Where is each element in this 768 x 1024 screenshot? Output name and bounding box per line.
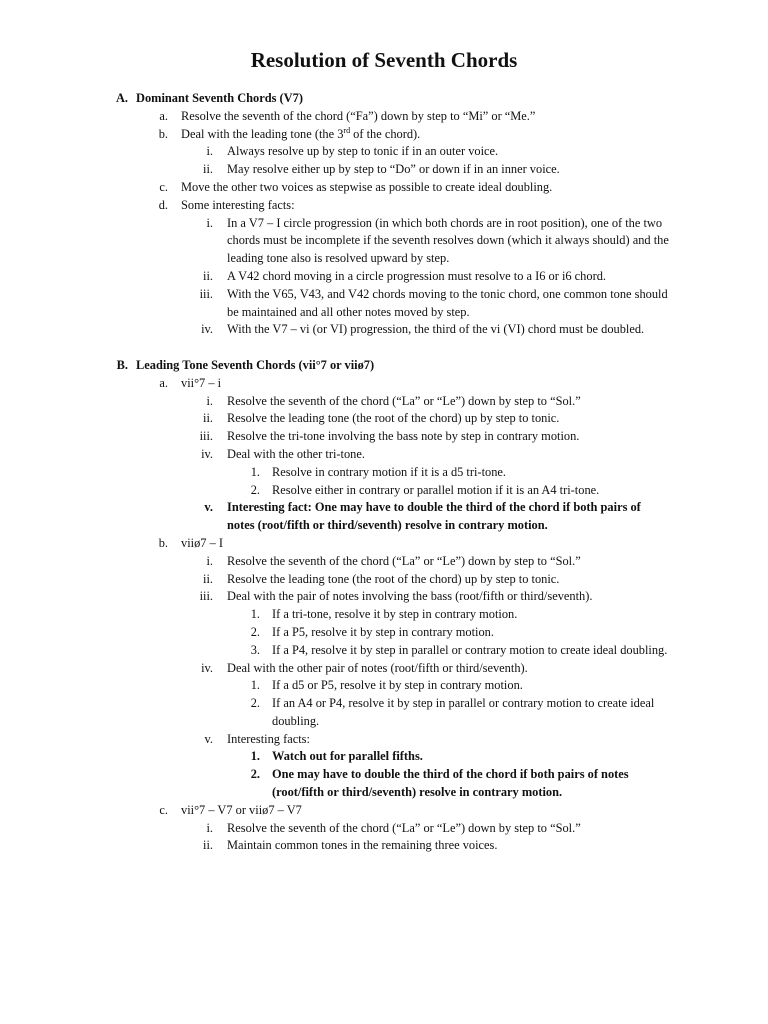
- item-marker: i.: [206, 553, 213, 568]
- item-text: Some interesting facts:: [181, 197, 295, 212]
- sub-item: [0, 286, 768, 322]
- item-text: Resolve the seventh of the chord (“Fa”) down by step to “Mi” or “Me.”: [181, 108, 536, 123]
- sub-sub-item: [0, 642, 768, 660]
- item-marker: iv.: [201, 660, 213, 675]
- item-marker: v.: [204, 731, 213, 746]
- item-marker: 2.: [250, 482, 260, 497]
- item-marker: ii.: [203, 411, 213, 426]
- list-item: [0, 535, 768, 553]
- sub-item: [0, 143, 768, 161]
- item-marker: 1.: [250, 464, 260, 479]
- item-text: Dominant Seventh Chords (V7): [136, 91, 303, 105]
- item-text: Resolve the seventh of the chord (“La” or “Le”) down by step to “Sol.”: [227, 393, 581, 408]
- item-marker: a.: [159, 108, 168, 123]
- item-marker: iii.: [199, 429, 213, 444]
- item-marker: 1.: [250, 678, 260, 693]
- item-text: If an A4 or P4, resolve it by step in parallel or contrary motion to create ideal doubling.: [272, 696, 655, 728]
- sub-item: [0, 660, 768, 678]
- item-marker: b.: [158, 126, 168, 141]
- sub-item: [0, 321, 768, 339]
- item-text: One may have to double the third of the chord if both pairs of notes (root/fifth or third/seventh) resolve in contrary motion.: [272, 767, 629, 800]
- item-text: Resolve the tri-tone involving the bass note by step in contrary motion.: [227, 429, 580, 444]
- item-marker: iii.: [199, 589, 213, 604]
- item-marker: iii.: [199, 286, 213, 301]
- sub-sub-item: [0, 766, 768, 802]
- item-marker: ii.: [203, 838, 213, 853]
- item-marker: 2.: [250, 696, 260, 711]
- item-marker: c.: [159, 802, 168, 817]
- item-marker: B.: [116, 357, 128, 372]
- sub-item: [0, 268, 768, 286]
- item-marker: c.: [159, 179, 168, 194]
- item-marker: 1.: [250, 607, 260, 622]
- sub-item: [0, 215, 768, 268]
- item-text-start: Deal with the leading tone (the 3: [181, 126, 344, 141]
- item-marker: 3.: [250, 642, 260, 657]
- item-text: If a P4, resolve it by step in parallel or contrary motion to create ideal doubling.: [272, 642, 668, 657]
- item-text: vii°7 – i: [181, 375, 222, 390]
- item-text: Deal with the pair of notes involving the bass (root/fifth or third/seventh).: [227, 589, 593, 604]
- item-text: Resolve the seventh of the chord (“La” or “Le”) down by step to “Sol.”: [227, 820, 581, 835]
- sub-item: [0, 588, 768, 606]
- item-text: Deal with the other pair of notes (root/fifth or third/seventh).: [227, 660, 528, 675]
- item-marker: A.: [115, 91, 128, 105]
- item-text: If a P5, resolve it by step in contrary motion.: [272, 624, 494, 639]
- item-marker: 1.: [250, 749, 260, 764]
- item-text: If a d5 or P5, resolve it by step in contrary motion.: [272, 678, 523, 693]
- item-text: A V42 chord moving in a circle progression must resolve to a I6 or i6 chord.: [227, 268, 606, 283]
- sub-sub-item: [0, 748, 768, 766]
- list-item: [0, 197, 768, 215]
- item-marker: iv.: [201, 322, 213, 337]
- sub-sub-item: [0, 606, 768, 624]
- list-item: [0, 108, 768, 126]
- item-text: Interesting fact: One may have to double the third of the chord if both pairs of notes (root/fifth or third/seventh) resolve in contrary motion.: [227, 500, 641, 533]
- section-heading: [0, 90, 768, 108]
- ordinal-suffix: rd: [343, 125, 351, 135]
- sub-sub-item: [0, 482, 768, 500]
- item-marker: a.: [159, 375, 168, 390]
- item-marker: i.: [206, 144, 213, 159]
- item-text: Resolve in contrary motion if it is a d5 tri-tone.: [272, 464, 507, 479]
- item-marker: ii.: [203, 162, 213, 177]
- item-text: In a V7 – I circle progression (in which both chords are in root position), one of the two chords must be incomplete if the seventh resolves down (which it always should) and the leading tone also is resolved upward by step.: [227, 215, 669, 266]
- item-marker: ii.: [203, 571, 213, 586]
- list-item: [0, 375, 768, 393]
- item-text: viiø7 – I: [181, 535, 223, 550]
- item-marker: 2.: [250, 624, 260, 639]
- sub-item: [0, 410, 768, 428]
- sub-sub-item: [0, 695, 768, 731]
- item-text: Maintain common tones in the remaining three voices.: [227, 838, 498, 853]
- item-marker: ii.: [203, 268, 213, 283]
- sub-item: [0, 553, 768, 571]
- list-item: [0, 179, 768, 197]
- item-marker: i.: [206, 215, 213, 230]
- item-marker: i.: [206, 820, 213, 835]
- section-heading: [0, 357, 768, 375]
- item-text: Resolve either in contrary or parallel motion if it is an A4 tri-tone.: [272, 482, 600, 497]
- sub-sub-item: [0, 624, 768, 642]
- item-marker: v.: [204, 500, 213, 515]
- item-text: If a tri-tone, resolve it by step in contrary motion.: [272, 607, 518, 622]
- item-text: Leading Tone Seventh Chords (vii°7 or viiø7): [136, 357, 375, 372]
- item-text: Move the other two voices as stepwise as possible to create ideal doubling.: [181, 179, 553, 194]
- item-marker: i.: [206, 393, 213, 408]
- item-marker: d.: [158, 197, 168, 212]
- item-text: Resolve the seventh of the chord (“La” or “Le”) down by step to “Sol.”: [227, 553, 581, 568]
- item-text: Resolve the leading tone (the root of the chord) up by step to tonic.: [227, 411, 560, 426]
- item-marker: 2.: [250, 767, 260, 782]
- sub-item: [0, 731, 768, 749]
- sub-item: [0, 820, 768, 838]
- outline: [0, 90, 768, 855]
- item-text-end: of the chord).: [350, 126, 421, 141]
- sub-item: [0, 837, 768, 855]
- page-title: Resolution of Seventh Chords: [250, 48, 518, 72]
- item-text: May resolve either up by step to “Do” or down if in an inner voice.: [227, 162, 560, 177]
- item-text: vii°7 – V7 or viiø7 – V7: [181, 802, 302, 817]
- item-text: With the V65, V43, and V42 chords moving to the tonic chord, one common tone should be maintained and all other notes moved by step.: [227, 286, 668, 319]
- sub-item: [0, 446, 768, 464]
- sub-sub-item: [0, 464, 768, 482]
- sub-item: [0, 393, 768, 411]
- list-item: [0, 802, 768, 820]
- item-text: Deal with the other tri-tone.: [227, 446, 365, 461]
- list-item: [0, 126, 768, 144]
- item-text: Resolve the leading tone (the root of the chord) up by step to tonic.: [227, 571, 560, 586]
- sub-item: [0, 571, 768, 589]
- sub-sub-item: [0, 677, 768, 695]
- item-marker: b.: [158, 535, 168, 550]
- sub-item: [0, 161, 768, 179]
- sub-item: [0, 499, 768, 535]
- sub-item: [0, 428, 768, 446]
- item-text: Always resolve up by step to tonic if in an outer voice.: [227, 144, 499, 159]
- item-text: [181, 126, 671, 144]
- item-text: Interesting facts:: [227, 731, 310, 746]
- item-marker: iv.: [201, 446, 213, 461]
- item-text: With the V7 – vi (or VI) progression, the third of the vi (VI) chord must be doubled.: [227, 322, 645, 337]
- item-text: Watch out for parallel fifths.: [272, 749, 423, 764]
